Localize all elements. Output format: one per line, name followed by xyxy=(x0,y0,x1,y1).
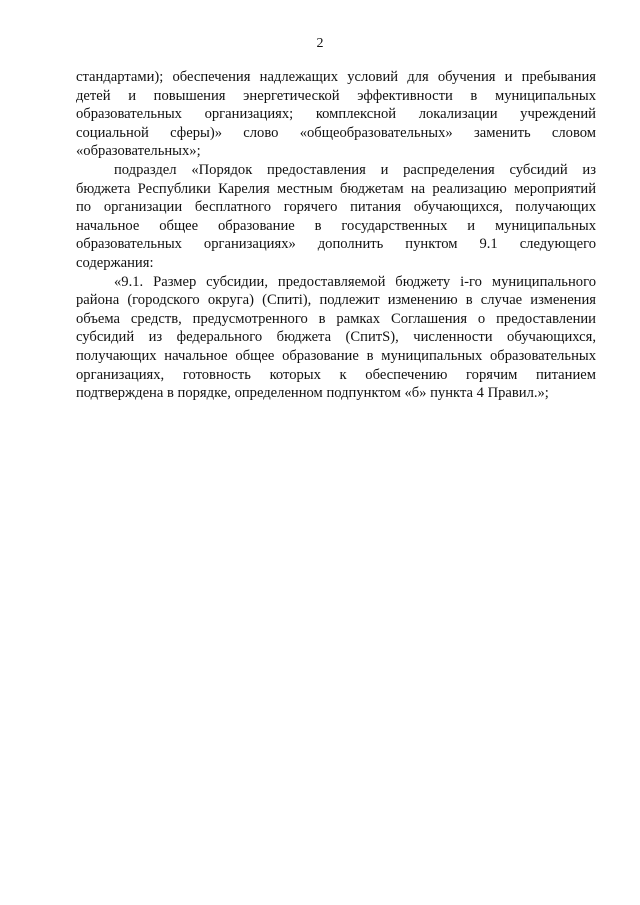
paragraph-continuation xyxy=(76,68,596,161)
document-body xyxy=(76,68,596,403)
text-line: бюджета Республики Карелия местным бюджетам на реализацию мероприятий xyxy=(76,180,596,197)
text-line: «образовательных»; xyxy=(76,143,201,160)
text-line: подраздел «Порядок предоставления и распределения субсидий из xyxy=(114,161,596,178)
text-line: начальное общее образование в государственных и муниципальных xyxy=(76,217,596,234)
text-line: «9.1. Размер субсидии, предоставляемой бюджету i-го муниципального xyxy=(114,273,596,290)
paragraph-point-9-1 xyxy=(76,273,596,403)
text-line: социальной сферы)» слово «общеобразовательных» заменить словом xyxy=(76,124,596,141)
text-line: объема средств, предусмотренного в рамках Соглашения о предоставлении xyxy=(76,310,596,327)
text-line: подтверждена в порядке, определенном подпунктом «б» пункта 4 Правил.»; xyxy=(76,385,549,402)
text-line: по организации бесплатного горячего питания обучающихся, получающих xyxy=(76,199,596,216)
page-number: 2 xyxy=(316,36,324,51)
text-line: района (городского округа) (Спитi), подлежит изменению в случае изменения xyxy=(76,292,596,309)
text-line: получающих начальное общее образование в муниципальных образовательных xyxy=(76,347,596,364)
text-line: образовательных организациях; комплексной локализации учреждений xyxy=(76,106,596,123)
text-line: образовательных организациях» дополнить пунктом 9.1 следующего xyxy=(76,236,596,253)
text-line: содержания: xyxy=(76,254,154,271)
paragraph-subsection-amendment xyxy=(76,161,596,273)
text-line: стандартами); обеспечения надлежащих условий для обучения и пребывания xyxy=(76,69,596,85)
text-line: детей и повышения энергетической эффективности в муниципальных xyxy=(76,87,596,104)
text-line: организациях, готовность которых к обеспечению горячим питанием xyxy=(76,366,596,383)
text-line: субсидий из федерального бюджета (СпитS), численности обучающихся, xyxy=(76,329,596,346)
